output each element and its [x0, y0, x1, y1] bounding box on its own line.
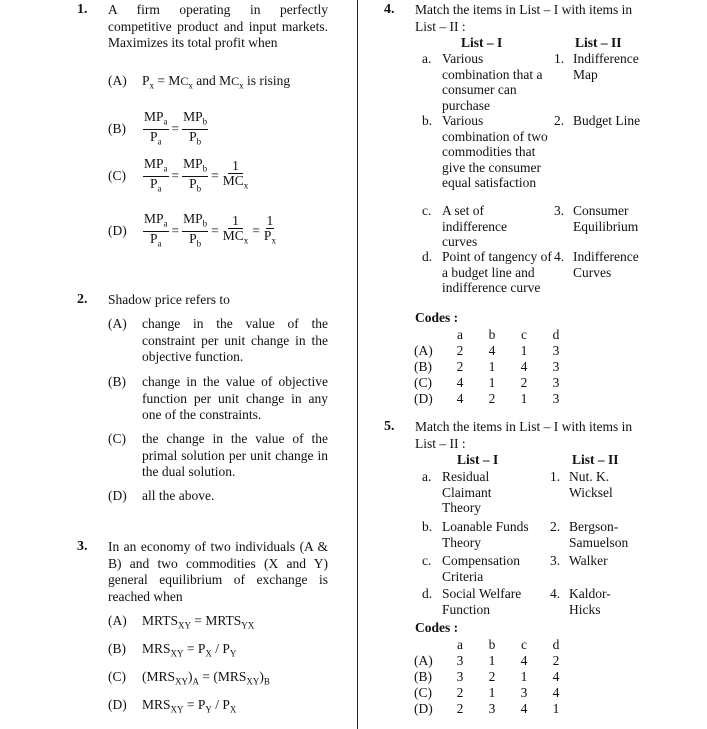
q5-text: Match the items in List – I with items in List – II :	[415, 419, 633, 451]
q1-text: A firm operating in perfectly competitive product and input markets. Maximizes its total profit when	[108, 2, 328, 50]
q2-text: Shadow price refers to	[108, 292, 230, 307]
q3-option-c[interactable]: (C) $(MRS_{XY})_A = (MRS_{XY})_B$	[108, 669, 270, 687]
q3-number: 3.	[77, 539, 88, 554]
column-divider	[357, 0, 358, 729]
q5-list2-item-3: Walker	[569, 553, 608, 568]
q3-text: In an economy of two individuals (A & B) and two commodities (X and Y) general equilibrium of exchange is reached when	[108, 539, 328, 604]
q4-list2-item-3: Consumer Equilibrium	[573, 203, 639, 234]
q1-option-c[interactable]: (C) $\frac{MP_a}{P_a}$ = $\frac{MP_b}{P_b}$ = $\frac{1}{MC_x}$	[108, 156, 249, 194]
q4-code-option-c[interactable]: (C) 4 1 2 3	[414, 375, 560, 390]
q1-number: 1.	[77, 2, 88, 17]
q3-option-b[interactable]: (B) $MRS_{XY} = P_X / P_Y$	[108, 641, 237, 659]
q2-number: 2.	[77, 292, 88, 307]
q5-list2-item-2: Bergson-Samuelson	[569, 519, 629, 550]
q5-code-option-b[interactable]: (B) 3 2 1 4	[414, 669, 560, 684]
q5-list1-item-b: Loanable Funds Theory	[442, 519, 529, 550]
q4-codes-table: a b c d (A) 2 4 1 3 (B) 2 1 4 3 (C) 4 1 2 3 (D) 4 2 1 3	[414, 327, 572, 407]
q5-number: 5.	[384, 419, 395, 434]
q4-list2-item-4: Indifference Curves	[573, 249, 639, 280]
fraction-mpa-pa: $\frac{MP_a}{P_a}$	[144, 109, 168, 147]
q4-code-option-a[interactable]: (A) 2 4 1 3	[414, 343, 560, 358]
q4-list2-item-1: Indifference Map	[573, 51, 639, 82]
q5-list2-item-4: Kaldor-Hicks	[569, 586, 611, 617]
q4-list1-item-a: Various combination that a consumer can purchase	[442, 51, 543, 113]
q5-list2-header: List – II	[572, 452, 619, 467]
q5-list1-item-c: Compensation Criteria	[442, 553, 520, 584]
q1-option-a[interactable]: (A) $P_x = MC_x$ and $MC_x$ is rising	[108, 73, 291, 91]
q4-number: 4.	[384, 2, 395, 17]
q5-list1-item-d: Social Welfare Function	[442, 586, 522, 617]
q4-codes-label: Codes :	[415, 310, 459, 325]
q5-code-option-c[interactable]: (C) 2 1 3 4	[414, 685, 560, 700]
q4-list1-item-d: Point of tangency of a budget line and indifference curve	[442, 249, 552, 295]
q1-option-d[interactable]: (D) $\frac{MP_a}{P_a}$ = $\frac{MP_b}{P_b}$ = $\frac{1}{MC_x}$ = $\frac{1}{P_x}$	[108, 211, 276, 249]
q5-code-option-d[interactable]: (D) 2 3 4 1	[414, 701, 560, 716]
q3-option-a[interactable]: (A) $MRTS_{XY}$ = $MRTS_{YX}$	[108, 613, 255, 631]
q4-list1-item-c: A set of indifference curves	[442, 203, 507, 249]
q3-option-d[interactable]: (D) $MRS_{XY} = P_Y / P_X$	[108, 697, 237, 715]
q4-list2-item-2: Budget Line	[573, 113, 641, 128]
q4-code-option-d[interactable]: (D) 4 2 1 3	[414, 391, 560, 406]
q4-code-option-b[interactable]: (B) 2 1 4 3	[414, 359, 560, 374]
q5-list1-item-a: Residual Claimant Theory	[442, 469, 492, 515]
q5-list2-item-1: Nut. K. Wicksel	[569, 469, 613, 500]
q5-codes-table: a b c d (A) 3 1 4 2 (B) 3 2 1 4 (C) 2 1 3 4 (D) 2 3 4 1	[414, 637, 572, 717]
q4-text: Match the items in List – I with items in List – II :	[415, 2, 633, 34]
q4-list1-item-b: Various combination of two commodities that give the consumer equal satisfaction	[442, 113, 548, 190]
q5-list1-header: List – I	[457, 452, 499, 467]
q1-option-b[interactable]: (B) $\frac{MP_a}{P_a}$ = $\frac{MP_b}{P_b}$	[108, 109, 208, 147]
q5-code-option-a[interactable]: (A) 3 1 4 2	[414, 653, 560, 668]
fraction-mpb-pb: $\frac{MP_b}{P_b}$	[183, 109, 208, 147]
q4-list2-header: List – II	[575, 35, 622, 50]
q5-codes-label: Codes :	[415, 620, 459, 635]
q4-list1-header: List – I	[461, 35, 503, 50]
